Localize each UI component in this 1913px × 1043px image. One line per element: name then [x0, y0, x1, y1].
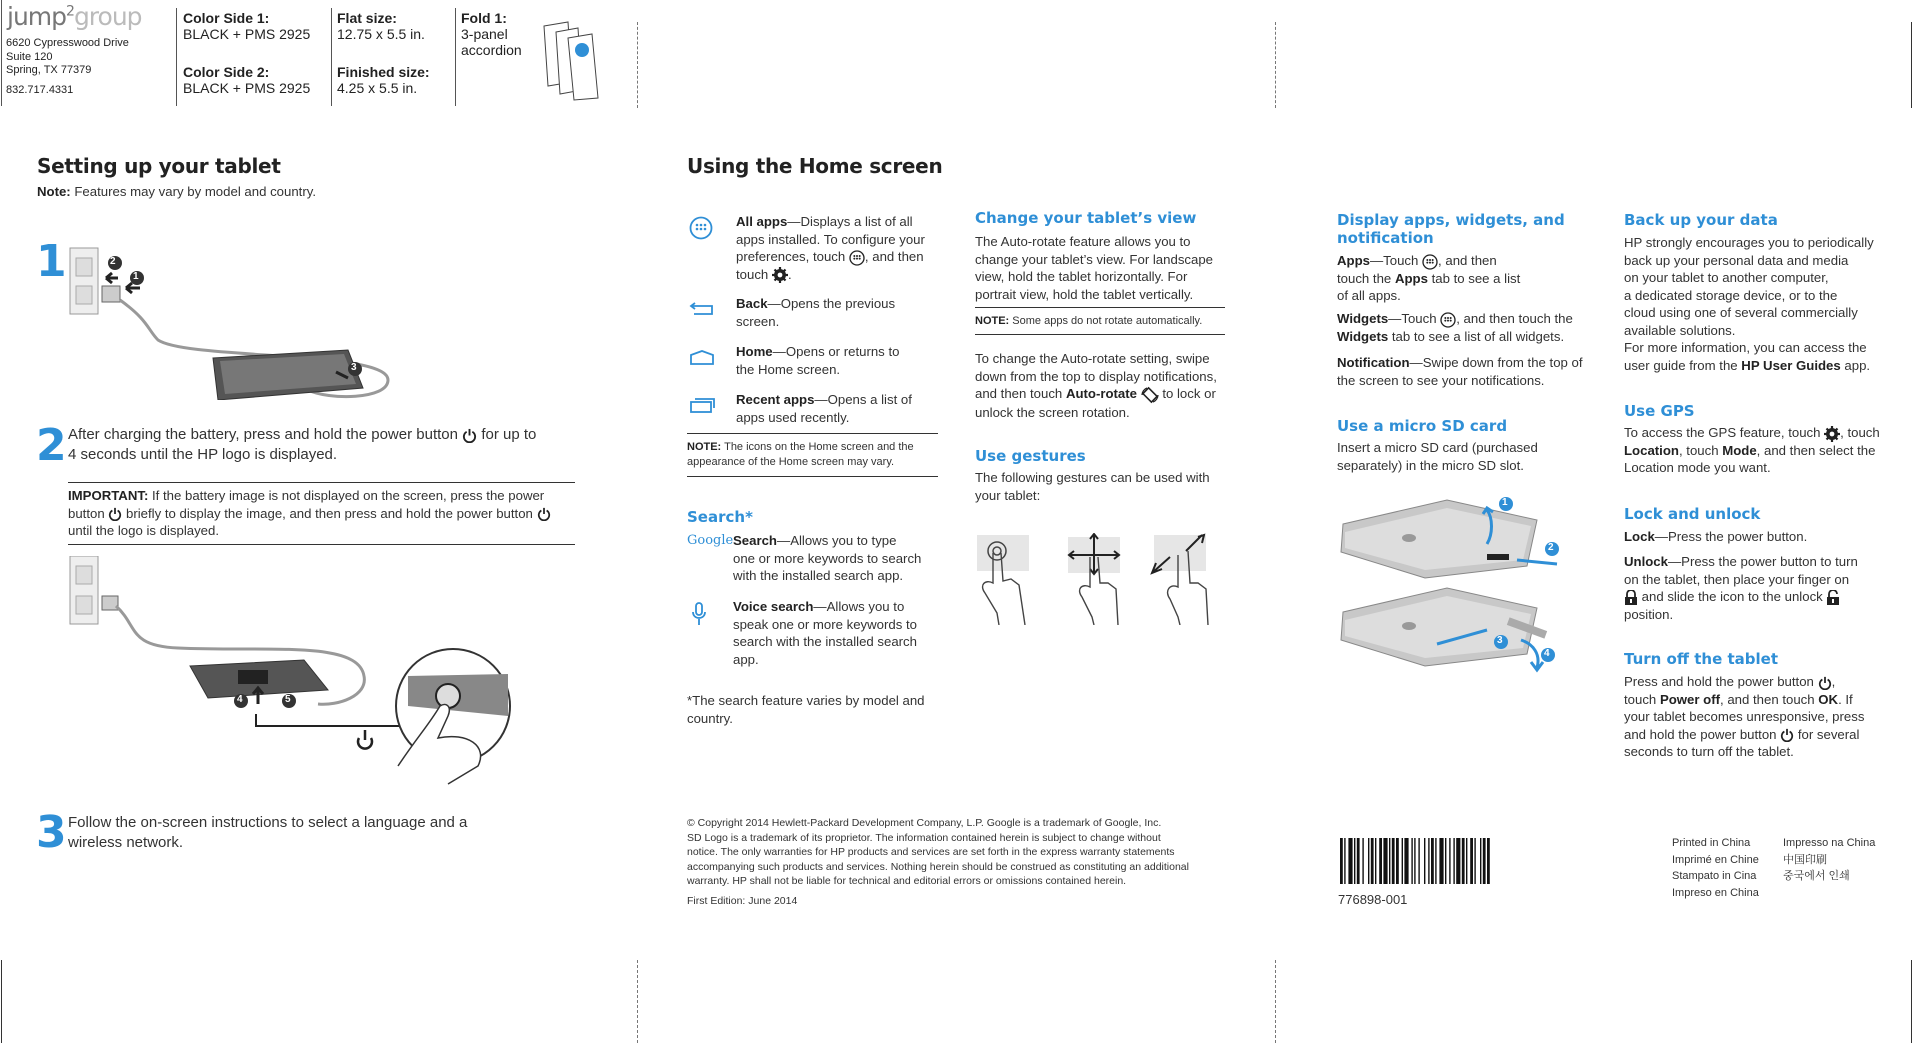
barcode-bar [1375, 838, 1376, 884]
step-3-number: 3 [36, 807, 67, 858]
step-2-number: 2 [36, 420, 67, 471]
barcode-bar [1462, 838, 1465, 884]
barcode-bar [1340, 838, 1343, 884]
micro-sd-title: Use a micro SD card [1337, 417, 1508, 435]
view-note-rule-top [975, 307, 1225, 308]
display-apps-title: Display apps, widgets, and notification [1337, 211, 1565, 247]
pinch-gesture-illustration [1148, 533, 1214, 625]
barcode-bar [1487, 838, 1490, 884]
barcode-bar [1344, 838, 1345, 884]
barcode-bar [1456, 838, 1460, 884]
tap-gesture-illustration [975, 533, 1035, 625]
unlock-icon [1826, 590, 1840, 606]
barcode-bar [1383, 838, 1387, 884]
color-side-1: Color Side 1: BLACK + PMS 2925 [183, 10, 311, 42]
all-apps-icon [849, 250, 865, 266]
home-icon [689, 350, 715, 366]
home-note-rule-bottom [687, 476, 938, 477]
jump2group-logo: jump$^2$group [7, 2, 142, 31]
sd-callout-4-label: 4 [1544, 648, 1550, 659]
power-icon [1780, 728, 1794, 742]
step-2-text: After charging the battery, press and hold the power button for up to 4 seconds until the HP logo is displayed. [68, 426, 537, 463]
header-divider [1, 0, 2, 106]
barcode-bar [1474, 838, 1475, 884]
barcode-bar [1404, 838, 1408, 884]
lock-text: Lock—Press the power button. [1624, 529, 1808, 544]
setup-title: Setting up your tablet [37, 154, 281, 178]
barcode-bar [1424, 838, 1425, 884]
fold-mark [637, 22, 638, 108]
search-footnote: *The search feature varies by model and country. [687, 693, 925, 726]
sd-callout-1-label: 1 [1502, 497, 1508, 508]
home-note: NOTE: The icons on the Home screen and the appearance of the Home screen may vary. [687, 441, 914, 468]
home-title: Using the Home screen [687, 154, 943, 178]
microphone-icon [690, 601, 708, 627]
step-2-power-illustration [68, 556, 518, 786]
settings-icon [1824, 426, 1840, 442]
home-description: Home—Opens or returns to the Home screen. [736, 344, 900, 377]
apps-description: Apps—Touch , and then touch the Apps tab to see a list of all apps. [1337, 253, 1521, 304]
company-phone: 832.717.4331 [6, 84, 74, 96]
step-1-number: 1 [36, 236, 67, 287]
backup-title: Back up your data [1624, 211, 1778, 229]
trim-mark [1, 960, 2, 1043]
voice-search-description: Voice search—Allows you to speak one or more keywords to search with the installed search app. [733, 599, 917, 667]
setup-note: Note: Features may vary by model and country. [37, 184, 317, 199]
barcode-bar [1428, 838, 1429, 884]
turn-off-text: Press and hold the power button , touch Power off, and then touch OK. If your tablet becomes unresponsive, press and hold the power button for several seconds to turn off the tablet. [1624, 674, 1865, 759]
barcode-bar [1379, 838, 1382, 884]
all-apps-icon [1440, 312, 1456, 328]
fold-mark [637, 960, 638, 1043]
all-apps-description: All apps—Displays a list of all apps installed. To configure your preferences, touch , and then touch . [736, 214, 925, 282]
notification-description: Notification—Swipe down from the top of the screen to see your notifications. [1337, 355, 1583, 388]
barcode-bar [1362, 838, 1363, 884]
home-note-rule-top [687, 433, 938, 434]
barcode-bar [1392, 838, 1395, 884]
barcode-bar [1348, 838, 1352, 884]
callout-2-label: 2 [110, 256, 116, 267]
view-note: NOTE: Some apps do not rotate automatically. [975, 315, 1203, 327]
all-apps-icon [689, 216, 713, 240]
power-icon [462, 428, 477, 443]
step-3-text: Follow the on-screen instructions to select a language and a wireless network. [68, 814, 468, 851]
power-icon [537, 507, 551, 521]
barcode-bar [1466, 838, 1467, 884]
barcode-bar [1439, 838, 1443, 884]
flat-size: Flat size: 12.75 x 5.5 in. [337, 10, 425, 42]
recent-apps-description: Recent apps—Opens a list of apps used recently. [736, 392, 912, 425]
change-view-text: The Auto-rotate feature allows you to change your tablet’s view. For landscape view, hold the tablet horizontally. For portrait view, hold the tablet vertically. [975, 234, 1214, 302]
sd-callout-3-label: 3 [1497, 635, 1503, 646]
callout-3-label: 3 [351, 362, 357, 373]
back-icon [688, 302, 716, 316]
gestures-title: Use gestures [975, 447, 1086, 465]
change-view-title: Change your tablet’s view [975, 209, 1197, 227]
auto-rotate-text: To change the Auto-rotate setting, swipe down from the top to display notifications, and then touch Auto-rotate to lock or unlock the screen rotation. [975, 351, 1217, 420]
micro-sd-text: Insert a micro SD card (purchased separately) in the micro SD slot. [1337, 440, 1538, 473]
sd-callout-2-label: 2 [1548, 542, 1554, 553]
search-description: Search—Allows you to type one or more keywords to search with the installed search app. [733, 533, 922, 583]
header-divider [176, 8, 177, 106]
barcode-bar [1470, 838, 1473, 884]
important-rule-top [68, 482, 575, 483]
barcode-bar [1402, 838, 1403, 884]
turn-off-title: Turn off the tablet [1624, 650, 1778, 668]
barcode-bar [1396, 838, 1399, 884]
color-side-2: Color Side 2: BLACK + PMS 2925 [183, 64, 311, 96]
gps-text: To access the GPS feature, touch , touch Location, touch Mode, and then select the Location mode you want. [1624, 425, 1880, 476]
barcode-bar [1354, 838, 1355, 884]
all-apps-icon [1422, 254, 1438, 270]
recent-apps-icon [689, 397, 715, 413]
fold-mark [1275, 960, 1276, 1043]
auto-rotate-icon [1141, 386, 1159, 404]
barcode-bar [1445, 838, 1446, 884]
view-note-rule-bottom [975, 334, 1225, 335]
search-title: Search* [687, 508, 753, 526]
company-address: 6620 Cypresswood Drive Suite 120 Spring, TX 77379 [6, 37, 129, 76]
finished-size: Finished size: 4.25 x 5.5 in. [337, 64, 430, 96]
trim-mark [1911, 22, 1912, 108]
gps-title: Use GPS [1624, 402, 1695, 420]
settings-icon [772, 267, 788, 283]
important-note: IMPORTANT: If the battery image is not displayed on the screen, press the power button briefly to display the image, and then press and hold the power button until the logo is displayed. [68, 487, 575, 540]
barcode-bar [1371, 838, 1374, 884]
barcode-bar [1357, 838, 1360, 884]
trim-mark [1911, 960, 1912, 1043]
printed-in-col-2: Impresso na China 中国印刷 중국에서 인쇄 [1783, 837, 1876, 882]
barcode-bar [1435, 838, 1436, 884]
back-description: Back—Opens the previous screen. [736, 296, 896, 329]
part-number: 776898-001 [1338, 892, 1408, 907]
barcode-bar [1480, 838, 1481, 884]
fold-mark [1275, 22, 1276, 108]
power-icon [1818, 676, 1832, 690]
fold-info: Fold 1: 3-panel accordion [461, 10, 522, 58]
lock-icon [1624, 590, 1638, 606]
callout-5-label: 5 [285, 694, 291, 705]
unlock-text: Unlock—Press the power button to turn on the tablet, then place your finger on and slide the icon to the unlock position. [1624, 554, 1858, 622]
barcode-bar [1483, 838, 1486, 884]
gestures-text: The following gestures can be used with your tablet: [975, 470, 1210, 503]
printed-in-col-1: Printed in China Imprimé en Chine Stampato in Cina Impreso en China [1672, 837, 1759, 899]
header-divider [455, 8, 456, 106]
important-rule-bottom [68, 544, 575, 545]
swipe-gesture-illustration [1064, 533, 1124, 625]
barcode-bar [1411, 838, 1412, 884]
barcode-bar [1453, 838, 1454, 884]
google-logo: Google [687, 533, 734, 548]
backup-text: HP strongly encourages you to periodically back up your personal data and media on your tablet to another computer, a dedicated storage device, or to the cloud using one of several commercially available solutions. For more information, you can access the user guide from the HP User Guides app. [1624, 235, 1874, 373]
lock-unlock-title: Lock and unlock [1624, 505, 1761, 523]
barcode-bar [1368, 838, 1369, 884]
barcode-bar [1449, 838, 1450, 884]
barcode-bar [1414, 838, 1415, 884]
power-icon [108, 507, 122, 521]
fold-diagram-icon [538, 20, 604, 102]
edition-text: First Edition: June 2014 [687, 894, 798, 907]
copyright-notice: © Copyright 2014 Hewlett-Packard Development Company, L.P. Google is a trademark of Google, Inc. SD Logo is a trademark of its proprietor. The information contained herein is subject to change without notice. The only warranties for HP products and services are set forth in the express warranty statements accompanying such products and services. Nothing herein should be construed as constituting an additional warranty. HP shall not be liable for technical and editorial errors or omissions contained herein. First Edition: June 2014 [687, 816, 1247, 909]
barcode [1338, 838, 1564, 886]
barcode-bar [1418, 838, 1419, 884]
callout-4-label: 4 [237, 694, 243, 705]
widgets-description: Widgets—Touch , and then touch the Widgets tab to see a list of all widgets. [1337, 311, 1573, 344]
header-divider [331, 8, 332, 106]
barcode-bar [1431, 838, 1434, 884]
barcode-bar [1389, 838, 1390, 884]
printer-header [0, 0, 640, 108]
callout-1-label: 1 [133, 271, 139, 282]
